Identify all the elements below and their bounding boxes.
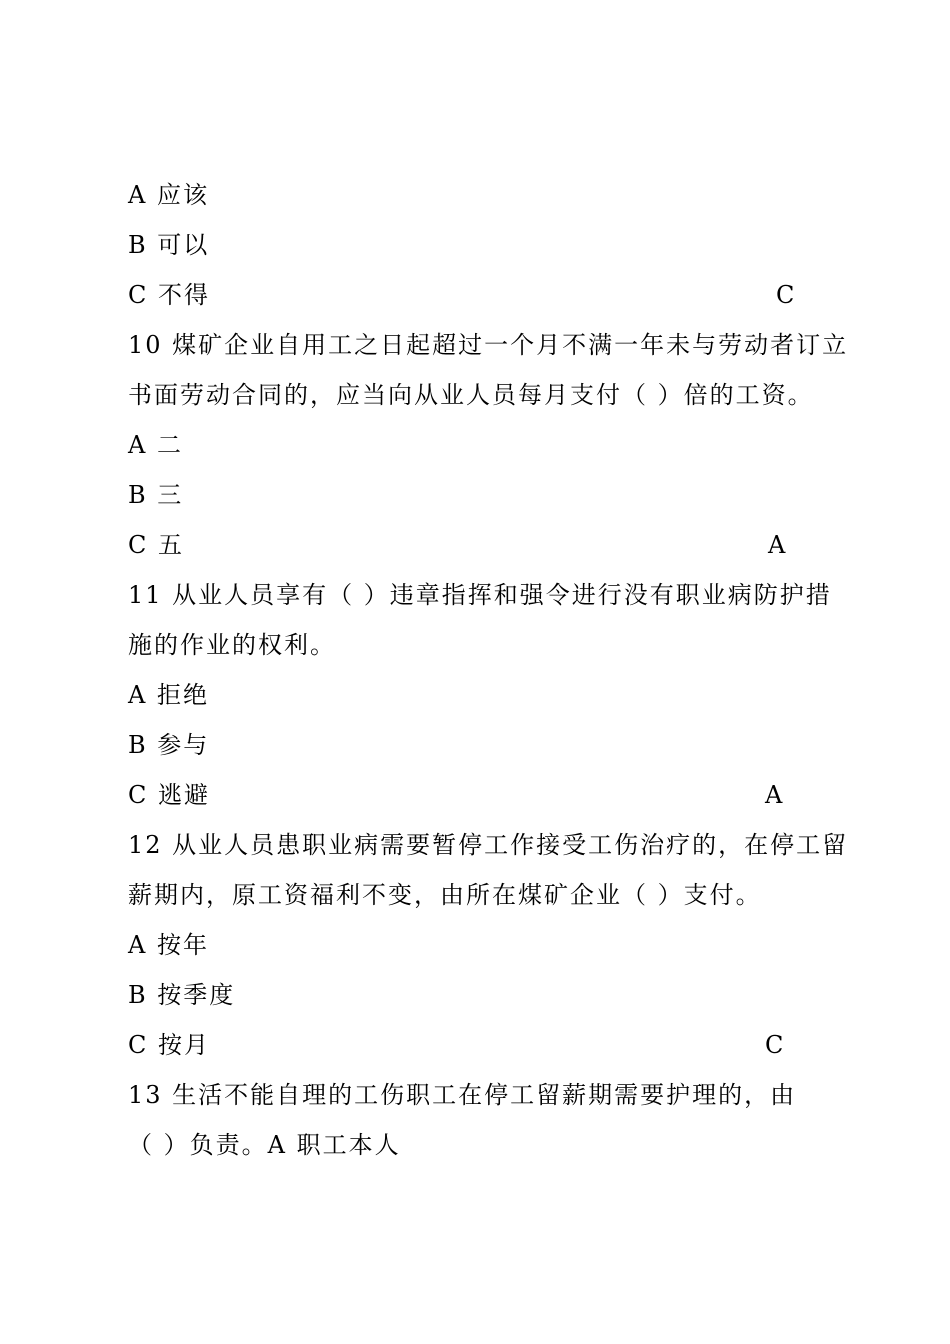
q12-option-a: A 按年 [128, 931, 209, 959]
q10-stem-line-2: 书面劳动合同的，应当向从业人员每月支付（ ）倍的工资。 [128, 381, 814, 409]
q10-stem-line-1: 10 煤矿企业自用工之日起超过一个月不满一年未与劳动者订立 [128, 331, 849, 359]
q13-stem-line-2: （ ）负责。A 职工本人 [128, 1131, 401, 1159]
q10-option-b: B 三 [128, 481, 184, 509]
q10-option-c: C 五 [128, 531, 184, 559]
q12-option-c: C 按月 [128, 1031, 210, 1059]
q9-answer: C [776, 281, 795, 309]
q11-answer: A [765, 781, 783, 809]
q13-stem-line-1: 13 生活不能自理的工伤职工在停工留薪期需要护理的，由 [128, 1081, 797, 1109]
q11-option-a: A 拒绝 [128, 681, 209, 709]
q11-option-c: C 逃避 [128, 781, 210, 809]
q9-option-a: A 应该 [128, 181, 209, 209]
q12-answer: C [765, 1031, 784, 1059]
q11-stem-line-1: 11 从业人员享有（ ）违章指挥和强令进行没有职业病防护措 [128, 581, 832, 609]
q12-stem-line-1: 12 从业人员患职业病需要暂停工作接受工伤治疗的，在停工留 [128, 831, 849, 859]
q12-option-b: B 按季度 [128, 981, 236, 1009]
q11-stem-line-2: 施的作业的权利。 [128, 631, 336, 659]
q9-option-c: C 不得 [128, 281, 210, 309]
q10-answer: A [768, 531, 786, 559]
q10-option-a: A 二 [128, 431, 183, 459]
q11-option-b: B 参与 [128, 731, 210, 759]
q12-stem-line-2: 薪期内，原工资福利不变，由所在煤矿企业（ ）支付。 [128, 881, 762, 909]
q9-option-b: B 可以 [128, 231, 210, 259]
